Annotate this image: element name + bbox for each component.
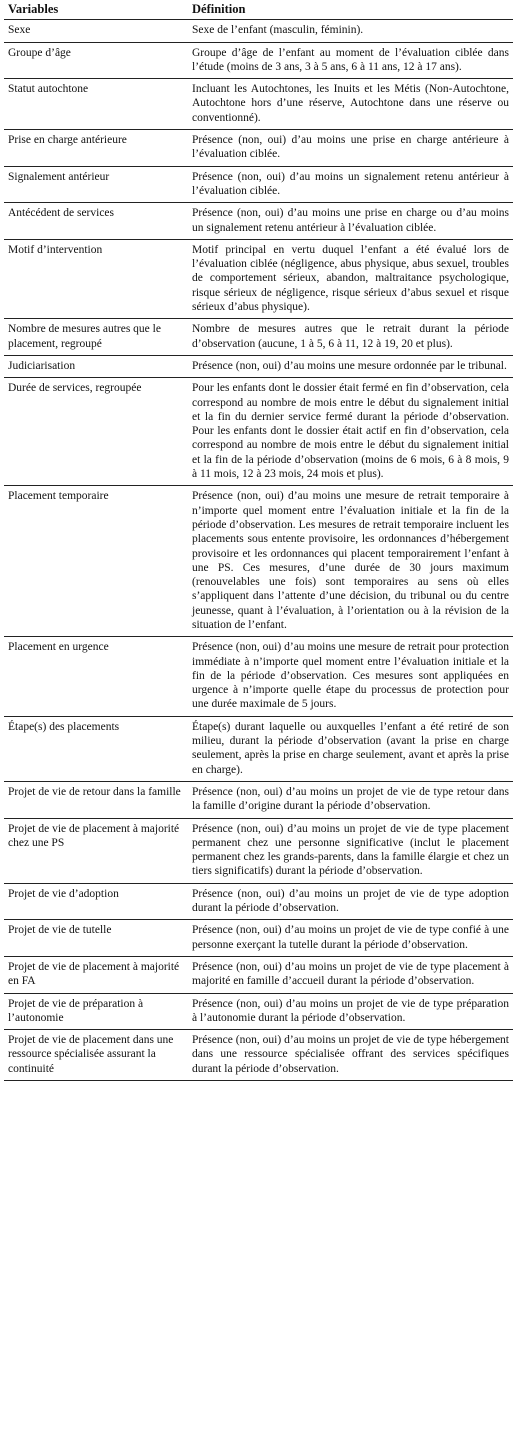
table-row bbox=[4, 79, 513, 130]
definition-cell: Présence (non, oui) d’au moins un projet de vie de type placement à majorité en famille d’accueil durant la période d’observation. bbox=[188, 956, 513, 993]
variable-cell: Groupe d’âge bbox=[4, 42, 188, 79]
table-row bbox=[4, 42, 513, 79]
definition-cell: Étape(s) durant laquelle ou auxquelles l’enfant a été retiré de son milieu, durant la période d’observation (avant la prise en charge seulement, après la prise en charge seulement, avant et après la prise en charge). bbox=[188, 716, 513, 781]
table-row bbox=[4, 956, 513, 993]
variable-cell: Projet de vie de préparation à l’autonomie bbox=[4, 993, 188, 1030]
table-row bbox=[4, 486, 513, 637]
definition-cell: Présence (non, oui) d’au moins un projet de vie de type confié à une personne exerçant la tutelle durant la période d’observation. bbox=[188, 920, 513, 957]
header-definition: Définition bbox=[188, 0, 513, 20]
table-row bbox=[4, 993, 513, 1030]
table-row bbox=[4, 20, 513, 42]
variable-cell: Projet de vie de placement à majorité en FA bbox=[4, 956, 188, 993]
variable-cell: Projet de vie d’adoption bbox=[4, 883, 188, 920]
table-row bbox=[4, 355, 513, 377]
table-row bbox=[4, 716, 513, 781]
definition-cell: Pour les enfants dont le dossier était fermé en fin d’observation, cela correspond au nombre de mois entre le début du signalement initial et la fin du dernier service fermé durant la période d’observation. Pour les enfants dont le dossier était actif en fin d’observation, cela correspond au nombre de mois entre le début du signalement initial et la fin de la période d’observation (moins de 6 mois, 6 à 8 mois, 9 à 11 mois, 12 à 23 mois, 24 mois et plus). bbox=[188, 378, 513, 486]
table-row bbox=[4, 920, 513, 957]
definition-cell: Présence (non, oui) d’au moins une prise en charge ou d’au moins un signalement retenu antérieur à l’évaluation ciblée. bbox=[188, 203, 513, 240]
variable-cell: Placement temporaire bbox=[4, 486, 188, 637]
definition-cell: Présence (non, oui) d’au moins un projet de vie de type adoption durant la période d’observation. bbox=[188, 883, 513, 920]
header-variables: Variables bbox=[4, 0, 188, 20]
variable-cell: Sexe bbox=[8, 24, 31, 37]
definition-cell: Sexe de l’enfant (masculin, féminin). bbox=[192, 24, 364, 37]
variable-cell: Étape(s) des placements bbox=[4, 716, 188, 781]
definition-cell: Présence (non, oui) d’au moins un signalement retenu antérieur à l’évaluation ciblée. bbox=[188, 166, 513, 203]
variables-definitions-table bbox=[4, 0, 513, 1081]
definition-cell: Présence (non, oui) d’au moins une mesure de retrait pour protection immédiate à n’importe quel moment entre l’évaluation initiale et la fin de la période d’observation. Ces mesures sont appliquées en urgence à n’importe quelle étape du processus de protection pour une durée maximale de 5 jours. bbox=[188, 637, 513, 716]
definition-cell: Groupe d’âge de l’enfant au moment de l’évaluation ciblée dans l’étude (moins de 3 ans, 3 à 5 ans, 6 à 11 ans, 12 à 17 ans). bbox=[188, 42, 513, 79]
table-row bbox=[4, 637, 513, 716]
table-row bbox=[4, 378, 513, 486]
definition-cell: Présence (non, oui) d’au moins un projet de vie de type préparation à l’autonomie durant la période d’observation. bbox=[188, 993, 513, 1030]
variable-cell: Antécédent de services bbox=[4, 203, 188, 240]
table-row bbox=[4, 1030, 513, 1081]
definition-cell: Présence (non, oui) d’au moins une mesure de retrait temporaire à n’importe quel moment entre l’évaluation initiale et la fin de la période d’observation. Les mesures de retrait temporaire incluent les placements sous entente provisoire, les ordonnances d’hébergement provisoire et les ordonnances qui placent temporairement l’enfant à une PS. Ces mesures, d’une durée de 30 jours maximum (renouvelables une fois) sont temporaires au sens où elles s’appliquent dans l’attente d’une décision, du tribunal ou du centre jeunesse, quant à l’évaluation, à l’orientation ou à la révision de la situation de l’enfant. bbox=[188, 486, 513, 637]
variable-cell: Projet de vie de tutelle bbox=[4, 920, 188, 957]
variable-cell: Signalement antérieur bbox=[4, 166, 188, 203]
definition-cell: Nombre de mesures autres que le retrait durant la période d’observation (aucune, 1 à 5, 6 à 11, 12 à 19, 20 et plus). bbox=[188, 319, 513, 356]
table-row bbox=[4, 166, 513, 203]
variable-cell: Projet de vie de placement à majorité chez une PS bbox=[4, 818, 188, 883]
definition-cell: Présence (non, oui) d’au moins une mesure ordonnée par le tribunal. bbox=[188, 355, 513, 377]
variable-cell: Judiciarisation bbox=[4, 355, 188, 377]
variable-cell: Motif d’intervention bbox=[4, 239, 188, 318]
table-row bbox=[4, 319, 513, 356]
variable-cell: Statut autochtone bbox=[4, 79, 188, 130]
variable-cell: Placement en urgence bbox=[4, 637, 188, 716]
table-row bbox=[4, 239, 513, 318]
definition-cell: Présence (non, oui) d’au moins un projet de vie de type hébergement dans une ressource spécialisée offrant des services spécifiques durant la période d’observation. bbox=[188, 1030, 513, 1081]
definition-cell: Motif principal en vertu duquel l’enfant a été évalué lors de l’évaluation ciblée (négligence, abus physique, abus sexuel, troubles de comportement sérieux, abandon, maltraitance psychologique, risque sérieux de négligence, risque sérieux d’abus sexuel et risque sérieux d’abus physique). bbox=[188, 239, 513, 318]
table-row bbox=[4, 818, 513, 883]
definition-cell: Présence (non, oui) d’au moins une prise en charge antérieure à l’évaluation ciblée. bbox=[188, 130, 513, 167]
variable-cell: Durée de services, regroupée bbox=[4, 378, 188, 486]
table-row bbox=[4, 130, 513, 167]
variable-cell: Projet de vie de retour dans la famille bbox=[4, 781, 188, 818]
table-row bbox=[4, 883, 513, 920]
table-header-row bbox=[4, 0, 513, 20]
table-row bbox=[4, 781, 513, 818]
table-row bbox=[4, 203, 513, 240]
variable-cell: Nombre de mesures autres que le placement, regroupé bbox=[4, 319, 188, 356]
definition-cell: Présence (non, oui) d’au moins un projet de vie de type retour dans la famille d’origine durant la période d’observation. bbox=[188, 781, 513, 818]
variable-cell: Prise en charge antérieure bbox=[4, 130, 188, 167]
variable-cell: Projet de vie de placement dans une ressource spécialisée assurant la continuité bbox=[4, 1030, 188, 1081]
definition-cell: Présence (non, oui) d’au moins un projet de vie de type placement permanent chez une personne significative (inclut le placement permanent chez les grands-parents, dans la famille élargie et chez un tiers significatifs) durant la période d’observation. bbox=[188, 818, 513, 883]
definition-cell: Incluant les Autochtones, les Inuits et les Métis (Non-Autochtone, Autochtone hors d’une réserve, Autochtone dans une réserve ou conventionné). bbox=[188, 79, 513, 130]
